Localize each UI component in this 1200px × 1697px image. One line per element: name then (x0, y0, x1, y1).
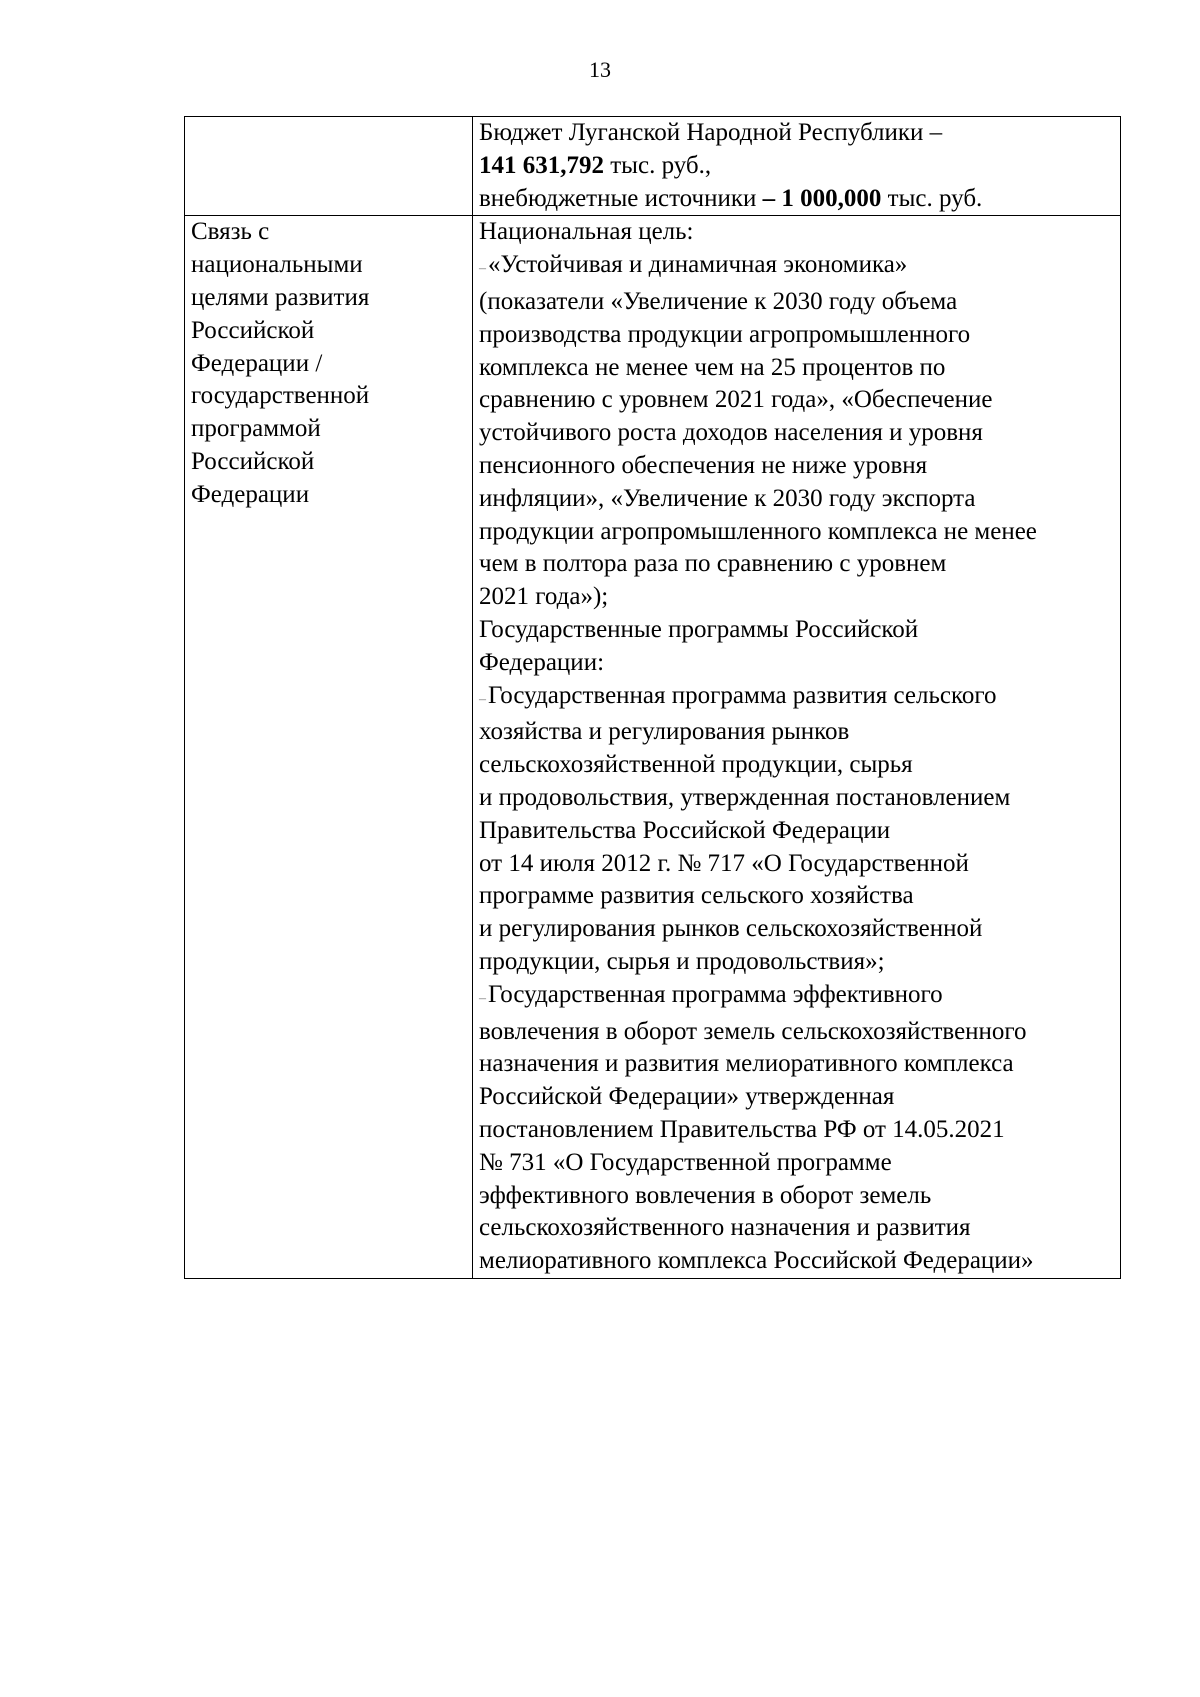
text-run: 2021 года»); (479, 583, 609, 611)
text-run: внебюджетные источники (479, 184, 763, 212)
text-run: чем в полтора раза по сравнению с уровнем (479, 550, 947, 578)
text-run: от 14 июля 2012 г. № 717 «О Государственной (479, 849, 969, 877)
content-line (479, 1180, 1118, 1213)
content-line (479, 1114, 1118, 1147)
label-line: Федерации / (191, 349, 323, 377)
text-run: эффективного вовлечения в оборот земель (479, 1181, 932, 1209)
content-line (479, 848, 1118, 881)
content-line (479, 319, 1118, 352)
content-line (479, 1081, 1118, 1114)
text-run: Российской Федерации» утвержденная (479, 1083, 895, 1111)
text-run: сельскохозяйственного назначения и развития (479, 1214, 971, 1242)
text-run: хозяйства и регулирования рынков (479, 718, 850, 746)
content-line (479, 979, 1118, 1016)
text-run: продукции, сырья и продовольствия»; (479, 947, 885, 975)
content-line (479, 249, 1118, 286)
content-line (479, 749, 1118, 782)
text-run: программе развития сельского хозяйства (479, 882, 914, 910)
text-run: Государственная программа эффективного (488, 980, 943, 1008)
text-run: сравнению с уровнем 2021 года», «Обеспечение (479, 386, 993, 414)
content-line (479, 716, 1118, 749)
row-content-cell (473, 117, 1121, 216)
content-line (479, 183, 1118, 216)
text-run: назначения и развития мелиоративного комплекса (479, 1050, 1014, 1078)
content-line (479, 1212, 1118, 1245)
content-line (479, 352, 1118, 385)
content-line (479, 450, 1118, 483)
text-run: комплекса не менее чем на 25 процентов по (479, 353, 946, 381)
text-run: Правительства Российской Федерации (479, 816, 891, 844)
content-line (479, 913, 1118, 946)
content-line (479, 516, 1118, 549)
text-run: продукции агропромышленного комплекса не менее (479, 517, 1037, 545)
label-line: Российской (191, 316, 315, 344)
text-run: устойчивого роста доходов населения и уровня (479, 419, 983, 447)
text-run: (показатели «Увеличение к 2030 году объема (479, 287, 958, 315)
text-run: Национальная цель: (479, 218, 694, 246)
text-run: сельскохозяйственной продукции, сырья (479, 751, 913, 779)
content-line (479, 216, 1118, 249)
text-run: тыс. руб. (881, 184, 983, 212)
content-line (479, 614, 1118, 647)
content-line (479, 782, 1118, 815)
text-run: «Устойчивая и динамичная экономика» (488, 251, 908, 279)
content-line (479, 286, 1118, 319)
page-number: 13 (589, 57, 611, 82)
label-line: целями развития (191, 283, 370, 311)
text-run: Бюджет Луганской Народной Республики – (479, 119, 943, 146)
table-row (185, 216, 1121, 1279)
content-line (479, 548, 1118, 581)
content-line (479, 1048, 1118, 1081)
content-line (479, 647, 1118, 680)
text-run: производства продукции агропромышленного (479, 320, 971, 348)
content-line (479, 1016, 1118, 1049)
bold-text: 141 631,792 (479, 151, 604, 179)
list-dash: – (479, 691, 486, 707)
table-row (185, 117, 1121, 216)
text-run: № 731 «О Государственной программе (479, 1148, 892, 1176)
label-line: Российской (191, 447, 315, 475)
list-dash: – (479, 990, 486, 1006)
list-dash: – (479, 261, 486, 277)
row-label-cell (185, 117, 473, 216)
content-line (479, 117, 1118, 150)
content-line (479, 680, 1118, 717)
content-line (479, 815, 1118, 848)
label-line: государственной (191, 382, 370, 410)
label-line: программой (191, 415, 321, 443)
text-run: Государственные программы Российской (479, 615, 919, 643)
text-run: Федерации: (479, 648, 605, 676)
content-line (479, 417, 1118, 450)
content-line (479, 483, 1118, 516)
text-run: тыс. руб., (604, 151, 712, 179)
text-run: постановлением Правительства РФ от 14.05.2021 (479, 1115, 1005, 1143)
label-line: национальными (191, 251, 363, 279)
content-line (479, 581, 1118, 614)
content-line (479, 150, 1118, 183)
row-label-cell (185, 216, 473, 1279)
passport-table (184, 116, 1121, 1279)
content-line (479, 1245, 1118, 1278)
content-line (479, 880, 1118, 913)
label-line: Связь с (191, 218, 270, 246)
content-line (479, 946, 1118, 979)
bold-text: – 1 000,000 (762, 184, 882, 212)
text-run: и регулирования рынков сельскохозяйственной (479, 915, 983, 943)
content-line (479, 1147, 1118, 1180)
text-run: Государственная программа развития сельского (488, 681, 997, 709)
text-run: мелиоративного комплекса Российской Федерации» (479, 1247, 1034, 1275)
content-line (479, 384, 1118, 417)
text-run: инфляции», «Увеличение к 2030 году экспорта (479, 484, 976, 512)
row-content-cell (473, 216, 1121, 1279)
label-line: Федерации (191, 480, 310, 508)
text-run: пенсионного обеспечения не ниже уровня (479, 451, 928, 479)
text-run: и продовольствия, утвержденная постановлением (479, 783, 1011, 811)
text-run: вовлечения в оборот земель сельскохозяйственного (479, 1017, 1027, 1045)
